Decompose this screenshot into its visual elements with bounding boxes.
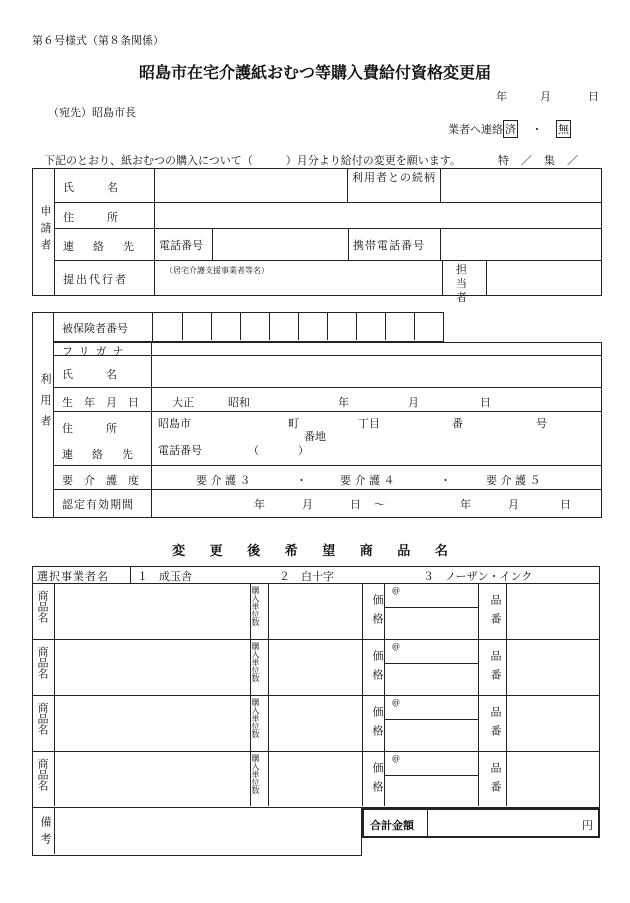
vendor-row <box>32 566 600 584</box>
relation-label: 利用者との続柄 <box>352 171 436 184</box>
page-title: 昭島市在宅介護紙おむつ等購入費給付資格変更届 <box>138 63 491 82</box>
form-number: 第６号様式（第８条関係） <box>32 34 164 47</box>
care-label: 要 介 護 度 <box>62 474 139 487</box>
era-showa[interactable]: 昭和 <box>228 396 250 409</box>
paren-close: ） <box>298 444 309 457</box>
code-label: 品番 <box>489 706 502 744</box>
contact-status <box>448 120 571 138</box>
staff-input[interactable] <box>487 261 601 295</box>
valid-to-year: 年 <box>460 498 471 511</box>
total-box <box>362 808 600 838</box>
name-input[interactable] <box>155 169 347 203</box>
user-address-label: 住 所 <box>62 422 117 435</box>
vendor-1[interactable]: １ 成玉舎 <box>137 570 192 583</box>
staff-label: 担当者 <box>456 263 473 304</box>
slash: ／ <box>521 154 532 167</box>
price-at: @ <box>392 642 400 651</box>
intro-text: 下記のとおり、紙おむつの購入について（ ）月分より給付の変更を願います。 <box>44 154 461 167</box>
price-label: 価格 <box>371 594 384 632</box>
applicant-agent-label: 提出代行者 <box>63 273 128 286</box>
price-label: 価格 <box>371 650 384 688</box>
era-taisho[interactable]: 大正 <box>172 396 194 409</box>
town-label: 町 <box>288 417 299 430</box>
unit-label: 購入単位数 <box>251 698 260 738</box>
price-at: @ <box>392 586 400 595</box>
applicant-section <box>33 169 55 295</box>
date-month: 月 <box>540 90 551 103</box>
remarks-box[interactable] <box>32 808 362 856</box>
slash: ／ <box>567 154 578 167</box>
date-year: 年 <box>496 90 507 103</box>
code-label: 品番 <box>489 594 502 632</box>
tilde: ～ <box>374 498 385 511</box>
row-name <box>54 356 602 388</box>
total-label: 合計金額 <box>364 810 428 836</box>
product-label: 商品名 <box>36 702 49 735</box>
birth-year: 年 <box>338 396 349 409</box>
mobile-label: 携帯電話番号 <box>353 239 425 252</box>
code-label: 品番 <box>489 650 502 688</box>
vendor-3[interactable]: ３ ノーザン・インク <box>423 570 533 583</box>
yen-label: 円 <box>582 819 593 832</box>
unit-label: 購入単位数 <box>251 586 260 626</box>
addressee: （宛先）昭島市長 <box>48 106 136 119</box>
unit-label: 購入単位数 <box>251 754 260 794</box>
change-heading: 変 更 後 希 望 商 品 名 <box>172 544 458 559</box>
valid-to-month: 月 <box>508 498 519 511</box>
address-input[interactable] <box>155 203 601 229</box>
price-at: @ <box>392 754 400 763</box>
phone-input[interactable] <box>213 229 349 261</box>
product-grid <box>32 584 600 808</box>
user-name-label: 氏 名 <box>62 368 117 381</box>
product-label: 商品名 <box>36 646 49 679</box>
applicant-section-label: 申請者 <box>39 205 52 256</box>
user-contact-label: 連 絡 先 <box>62 448 137 461</box>
paren-open: （ <box>248 444 259 457</box>
applicant-name-label: 氏 名 <box>63 181 118 194</box>
valid-from-day: 日 <box>350 498 361 511</box>
price-label: 価格 <box>371 706 384 744</box>
banchi-label: 番地 <box>304 430 326 443</box>
chome-label: 丁目 <box>358 417 380 430</box>
vendor-label: 選択事業者名 <box>33 567 131 583</box>
user-table <box>32 312 602 518</box>
go-label: 号 <box>536 417 547 430</box>
total-input[interactable] <box>428 810 598 836</box>
phone-label: 電話番号 <box>159 239 203 252</box>
relation-input[interactable] <box>441 169 601 203</box>
date-day: 日 <box>588 90 599 103</box>
product-label: 商品名 <box>36 758 49 791</box>
care-dot: ・ <box>440 474 451 487</box>
shu-label: 集 <box>544 154 555 167</box>
validity-label: 認定有効期間 <box>62 498 134 511</box>
ban-label: 番 <box>452 417 463 430</box>
birth-day: 日 <box>480 396 491 409</box>
agent-input[interactable] <box>155 261 443 295</box>
valid-to-day: 日 <box>560 498 571 511</box>
user-section-label: 利用者 <box>39 373 52 436</box>
row-furigana <box>54 342 602 356</box>
insured-digits[interactable] <box>152 312 444 342</box>
price-at: @ <box>392 698 400 707</box>
price-label: 価格 <box>371 762 384 800</box>
birth-month: 月 <box>408 396 419 409</box>
contact-dot: ・ <box>531 123 543 136</box>
contact-none[interactable]: 無 <box>556 120 571 138</box>
code-label: 品番 <box>489 762 502 800</box>
contact-done[interactable]: 済 <box>503 120 518 138</box>
user-section <box>32 312 54 518</box>
care-4[interactable]: 要 介 護 ４ <box>340 474 395 487</box>
user-phone-label: 電話番号 <box>158 444 202 457</box>
furigana-label: フリガナ <box>62 345 130 358</box>
applicant-address-label: 住 所 <box>63 211 118 224</box>
mobile-label-cell <box>349 229 441 261</box>
unit-label: 購入単位数 <box>251 642 260 682</box>
care-dot: ・ <box>296 474 307 487</box>
tokushu <box>498 152 578 168</box>
valid-from-month: 月 <box>302 498 313 511</box>
valid-from-year: 年 <box>254 498 265 511</box>
care-5[interactable]: 要 介 護 ５ <box>486 474 541 487</box>
insured-label: 被保険者番号 <box>62 322 128 335</box>
applicant-table <box>32 168 602 304</box>
vendor-2[interactable]: ２ 白十字 <box>279 570 334 583</box>
phone-label-cell <box>155 229 213 261</box>
city-label: 昭島市 <box>158 417 191 430</box>
birth-label: 生 年 月 日 <box>62 396 139 409</box>
product-label: 商品名 <box>36 590 49 623</box>
agent-note: （居宅介護支援事業者等名） <box>165 266 269 275</box>
contact-label: 業者へ連絡 <box>448 123 503 136</box>
remarks-label: 備考 <box>39 816 52 850</box>
staff-label-cell <box>443 261 487 304</box>
care-3[interactable]: 要 介 護 ３ <box>196 474 251 487</box>
toku-label: 特 <box>498 154 509 167</box>
applicant-contact-label: 連 絡 先 <box>63 240 138 253</box>
mobile-input[interactable] <box>441 229 601 261</box>
relation-cell <box>347 169 441 203</box>
